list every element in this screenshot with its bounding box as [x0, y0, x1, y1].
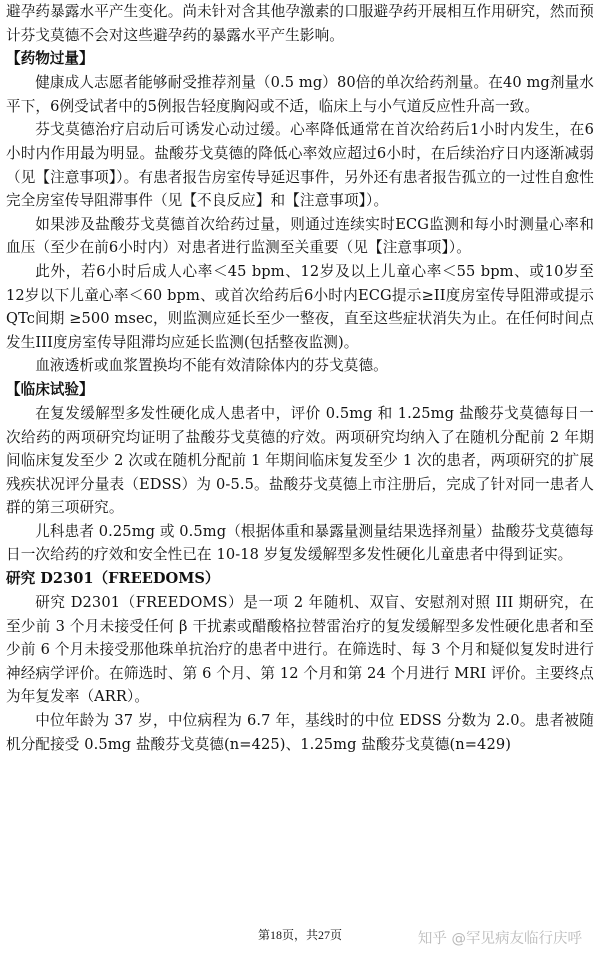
paragraph-study-2: 中位年龄为 37 岁，中位病程为 6.7 年，基线时的中位 EDSS 分数为 2.0。患者被随机分配接受 0.5mg 盐酸芬戈莫德(n=425)、1.25mg 盐酸芬戈莫德(n=429): [6, 712, 594, 753]
paragraph-overdose-2: 芬戈莫德治疗启动后可诱发心动过缓。心率降低通常在首次给药后1小时内发生，在6小时内作用最为明显。盐酸芬戈莫德的降低心率效应超过6小时，在后续治疗日内逐渐减弱（见【注意事项】）。有患者报告房室传导延迟事件，另外还有患者报告孤立的一过性自愈性完全房室传导阻滞事件（见【不良反应】和【注意事项】）。: [6, 121, 594, 210]
paragraph-continuation: 避孕药暴露水平产生变化。尚未针对含其他孕激素的口服避孕药开展相互作用研究，然而预计芬戈莫德不会对这些避孕药的暴露水平产生影响。: [6, 3, 594, 44]
paragraph-study-1: 研究 D2301（FREEDOMS）是一项 2 年随机、双盲、安慰剂对照 III 期研究，在至少前 3 个月未接受任何 β 干扰素或醋酸格拉替雷治疗的复发缓解型多发性硬化患者和至少前 6 个月未接受那他珠单抗治疗的患者中进行。在筛选时、每 3 个月和疑似复发时进行神经病学评价。在筛选时、第 6 个月、第 12 个月和第 24 个月进行 MRI 评价。主要终点为年复发率（ARR）。: [6, 594, 594, 706]
paragraph-overdose-1: 健康成人志愿者能够耐受推荐剂量（0.5 mg）80倍的单次给药剂量。在40 mg剂量水平下，6例受试者中的5例报告轻度胸闷或不适，临床上与小气道反应性升高一致。: [6, 74, 594, 115]
paragraph-trials-1: 在复发缓解型多发性硬化成人患者中，评价 0.5mg 和 1.25mg 盐酸芬戈莫德每日一次给药的两项研究均证明了盐酸芬戈莫德的疗效。两项研究均纳入了在随机分配前 2 年期间临床复发至少 2 次或在随机分配前 1 年期间临床复发至少 1 次的患者，两项研究的扩展残疾状况评分量表（EDSS）为 0-5.5。盐酸芬戈莫德上市注册后，完成了针对同一患者人群的第三项研究。: [6, 404, 594, 517]
paragraph-overdose-3: 如果涉及盐酸芬戈莫德首次给药过量，则通过连续实时ECG监测和每小时测量心率和血压（至少在前6小时内）对患者进行监测至关重要（见【注意事项】）。: [6, 215, 594, 257]
paragraph-trials-2: 儿科患者 0.25mg 或 0.5mg（根据体重和暴露量测量结果选择剂量）盐酸芬戈莫德每日一次给药的疗效和安全性已在 10-18 岁复发缓解型多发性硬化儿童患者中得到证实。: [6, 522, 594, 564]
paragraph-overdose-5: 血液透析或血浆置换均不能有效清除体内的芬戈莫德。: [35, 357, 388, 375]
section-heading-overdose: 【药物过量】: [6, 50, 94, 68]
document-page: [6, 0, 594, 756]
subsection-heading-study-d2301: 研究 D2301（FREEDOMS）: [6, 570, 220, 588]
page-number-footer: 第18页，共27页: [257, 928, 342, 942]
section-heading-clinical-trials: 【临床试验】: [6, 380, 94, 398]
paragraph-overdose-4: 此外，若6小时后成人心率＜45 bpm、12岁及以上儿童心率＜55 bpm、或10岁至12岁以下儿童心率＜60 bpm、或首次给药后6小时内ECG提示≥II度房室传导阻滞或提示QTc间期 ≥500 msec，则监测应延长至少一整夜，直至这些症状消失为止。在任何时间点发生III度房室传导阻滞均应延长监测(包括整夜监测)。: [6, 262, 594, 351]
watermark: 知乎 @罕见病友临行庆呼: [417, 931, 582, 947]
